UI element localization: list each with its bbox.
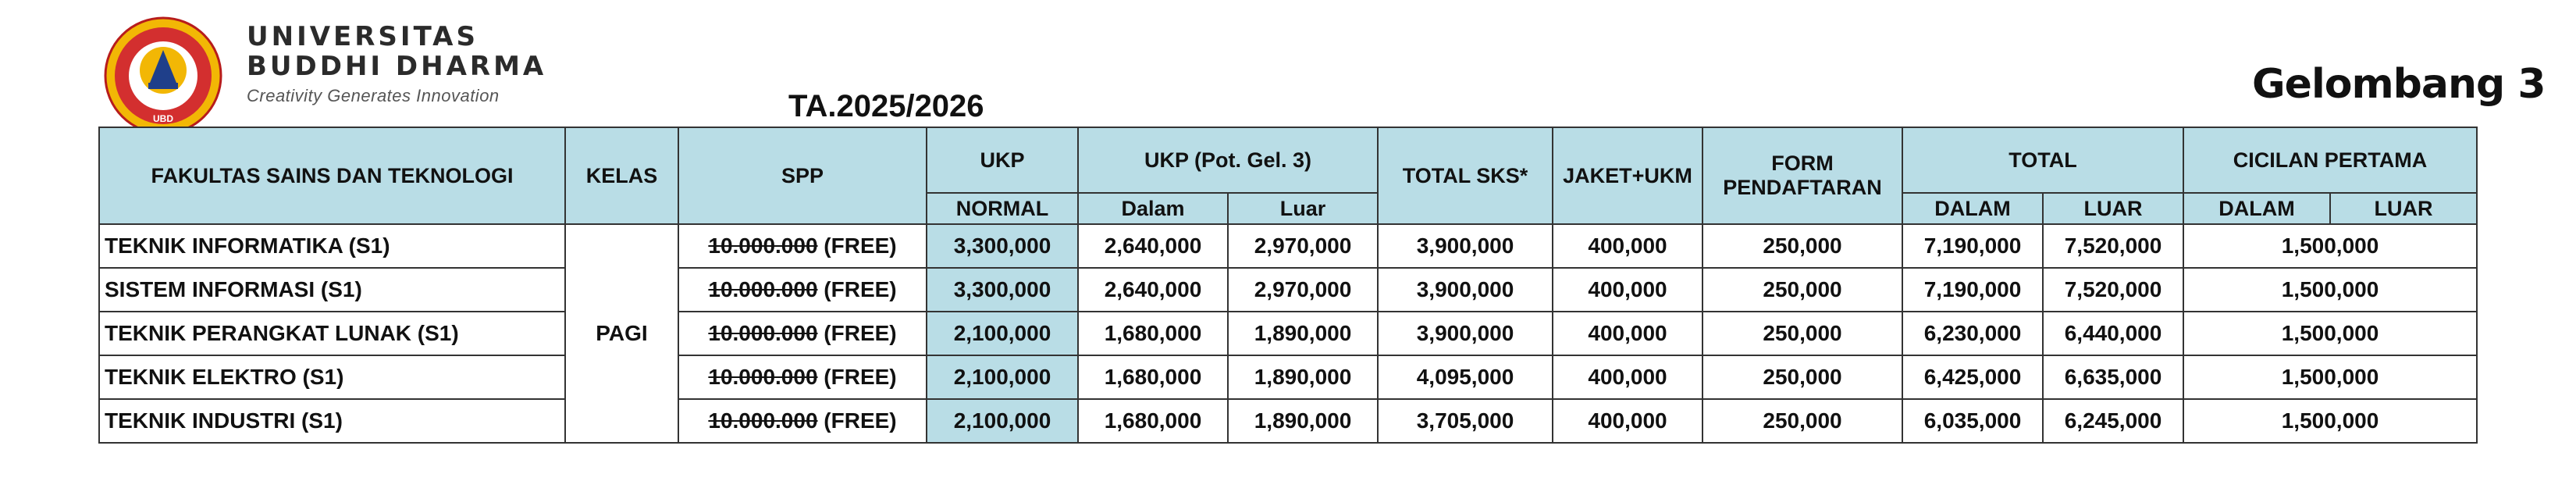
university-logo: [103, 16, 223, 136]
header-spp: SPP: [678, 127, 927, 224]
header-pot-dalam: Dalam: [1078, 193, 1228, 224]
table-row: [99, 355, 2477, 399]
header-total-sks: TOTAL SKS*: [1378, 127, 1553, 224]
pot-luar-cell: 1,890,000: [1228, 355, 1378, 399]
total-sks-cell: 3,900,000: [1378, 268, 1553, 312]
brand-tagline: Creativity Generates Innovation: [247, 86, 500, 105]
header-ukp: UKP: [927, 127, 1078, 193]
cicilan-cell: 1,500,000: [2183, 268, 2477, 312]
logo-abbr: UBD: [153, 113, 173, 124]
program-name: TEKNIK ELEKTRO (S1): [99, 355, 565, 399]
table-row: [99, 399, 2477, 443]
spp-free-note: (FREE): [817, 365, 897, 389]
cicilan-cell: 1,500,000: [2183, 224, 2477, 268]
spp-free-note: (FREE): [817, 277, 897, 301]
spp-old-price: 10.000.000: [708, 234, 818, 258]
jaket-ukm-cell: 400,000: [1553, 312, 1703, 355]
header-total-dalam: DALAM: [1902, 193, 2043, 224]
cicilan-cell: 1,500,000: [2183, 399, 2477, 443]
header-total: TOTAL: [1902, 127, 2183, 193]
header-pot-luar: Luar: [1228, 193, 1378, 224]
brand-line-1: UNIVERSITAS: [247, 21, 479, 52]
total-sks-cell: 4,095,000: [1378, 355, 1553, 399]
spp-cell: [678, 399, 927, 443]
cicilan-cell: 1,500,000: [2183, 355, 2477, 399]
header-ukp-normal: NORMAL: [927, 193, 1078, 224]
ukp-normal-cell: 3,300,000: [927, 268, 1078, 312]
ukp-normal-cell: 2,100,000: [927, 355, 1078, 399]
header-faculty: FAKULTAS SAINS DAN TEKNOLOGI: [99, 127, 565, 224]
total-sks-cell: 3,705,000: [1378, 399, 1553, 443]
total-luar-cell: 6,245,000: [2043, 399, 2183, 443]
academic-year: TA.2025/2026: [788, 89, 984, 123]
total-dalam-cell: 6,425,000: [1902, 355, 2043, 399]
wave-label: Gelombang 3: [2252, 61, 2546, 108]
ukp-normal-cell: 2,100,000: [927, 399, 1078, 443]
total-sks-cell: 3,900,000: [1378, 312, 1553, 355]
header-cicilan: CICILAN PERTAMA: [2183, 127, 2477, 193]
table-row: [99, 268, 2477, 312]
pot-dalam-cell: 1,680,000: [1078, 312, 1228, 355]
spp-old-price: 10.000.000: [708, 321, 818, 345]
brand-block: [247, 22, 546, 106]
total-sks-cell: 3,900,000: [1378, 224, 1553, 268]
spp-cell: [678, 355, 927, 399]
pot-luar-cell: 1,890,000: [1228, 312, 1378, 355]
kelas-cell: PAGI: [565, 224, 678, 443]
table-row: [99, 224, 2477, 268]
spp-cell: [678, 312, 927, 355]
program-name: SISTEM INFORMASI (S1): [99, 268, 565, 312]
jaket-ukm-cell: 400,000: [1553, 399, 1703, 443]
total-dalam-cell: 7,190,000: [1902, 268, 2043, 312]
total-dalam-cell: 6,035,000: [1902, 399, 2043, 443]
pot-luar-cell: 2,970,000: [1228, 224, 1378, 268]
spp-old-price: 10.000.000: [708, 365, 818, 389]
brand-line-2: BUDDHI DHARMA: [247, 51, 547, 82]
form-cell: 250,000: [1703, 399, 1902, 443]
header-total-luar: LUAR: [2043, 193, 2183, 224]
header-kelas: KELAS: [565, 127, 678, 224]
fee-table: [98, 127, 2478, 444]
program-name: TEKNIK INFORMATIKA (S1): [99, 224, 565, 268]
spp-free-note: (FREE): [817, 408, 897, 433]
ukp-normal-cell: 2,100,000: [927, 312, 1078, 355]
pot-luar-cell: 1,890,000: [1228, 399, 1378, 443]
pot-dalam-cell: 1,680,000: [1078, 355, 1228, 399]
pot-luar-cell: 2,970,000: [1228, 268, 1378, 312]
ukp-normal-cell: 3,300,000: [927, 224, 1078, 268]
program-name: TEKNIK PERANGKAT LUNAK (S1): [99, 312, 565, 355]
header-cicilan-luar: LUAR: [2330, 193, 2477, 224]
program-name: TEKNIK INDUSTRI (S1): [99, 399, 565, 443]
header-cicilan-dalam: DALAM: [2183, 193, 2330, 224]
form-cell: 250,000: [1703, 355, 1902, 399]
spp-free-note: (FREE): [817, 321, 897, 345]
spp-old-price: 10.000.000: [708, 277, 818, 301]
pot-dalam-cell: 2,640,000: [1078, 268, 1228, 312]
total-luar-cell: 6,440,000: [2043, 312, 2183, 355]
total-dalam-cell: 7,190,000: [1902, 224, 2043, 268]
header-form: FORM PENDAFTARAN: [1703, 127, 1902, 224]
total-luar-cell: 7,520,000: [2043, 224, 2183, 268]
cicilan-cell: 1,500,000: [2183, 312, 2477, 355]
form-cell: 250,000: [1703, 224, 1902, 268]
total-luar-cell: 7,520,000: [2043, 268, 2183, 312]
total-luar-cell: 6,635,000: [2043, 355, 2183, 399]
header-jaket-ukm: JAKET+UKM: [1553, 127, 1703, 224]
table-row: [99, 312, 2477, 355]
jaket-ukm-cell: 400,000: [1553, 355, 1703, 399]
form-cell: 250,000: [1703, 312, 1902, 355]
jaket-ukm-cell: 400,000: [1553, 268, 1703, 312]
spp-cell: [678, 268, 927, 312]
pot-dalam-cell: 1,680,000: [1078, 399, 1228, 443]
spp-free-note: (FREE): [817, 234, 897, 258]
spp-old-price: 10.000.000: [708, 408, 818, 433]
form-cell: 250,000: [1703, 268, 1902, 312]
total-dalam-cell: 6,230,000: [1902, 312, 2043, 355]
pot-dalam-cell: 2,640,000: [1078, 224, 1228, 268]
jaket-ukm-cell: 400,000: [1553, 224, 1703, 268]
spp-cell: [678, 224, 927, 268]
header-ukp-pot: UKP (Pot. Gel. 3): [1078, 127, 1378, 193]
